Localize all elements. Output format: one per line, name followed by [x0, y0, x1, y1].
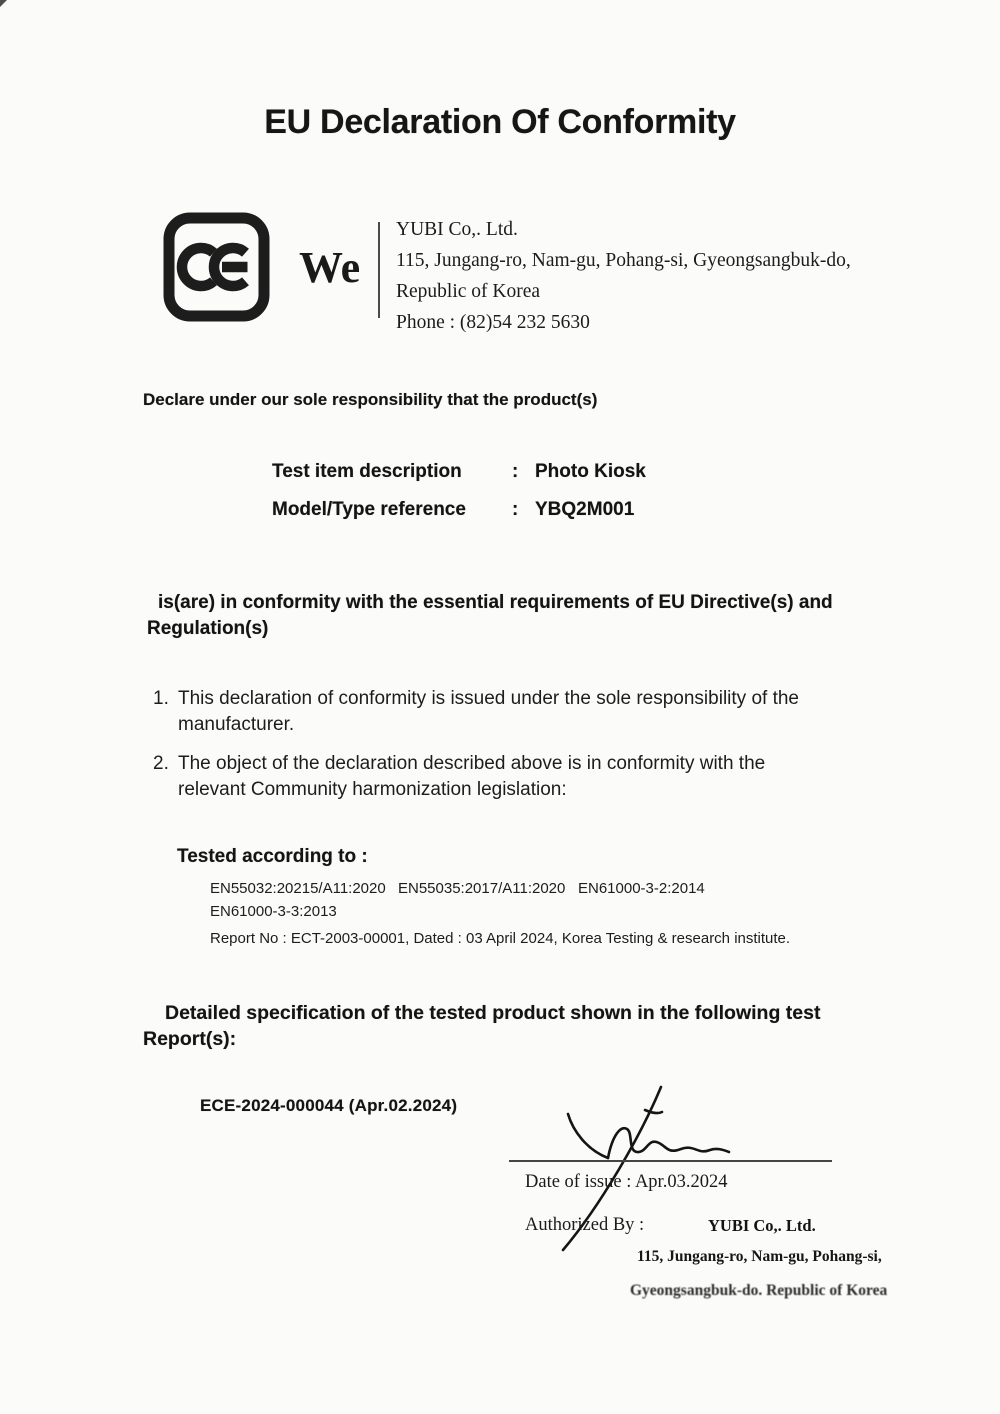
conformity-line2: Regulation(s) [147, 617, 269, 639]
scan-artifact [0, 0, 7, 7]
test-report-line: Report No : ECT-2003-00001, Dated : 03 April 2024, Korea Testing & research institute. [210, 930, 791, 947]
page-title: EU Declaration Of Conformity [264, 103, 736, 141]
clause-2-line1: The object of the declaration described above is in conformity with the [178, 753, 766, 774]
detailed-spec-line2: Report(s): [143, 1028, 237, 1050]
field-label: Test item description [272, 461, 462, 482]
test-report-reference: ECE-2024-000044 (Apr.02.2024) [200, 1096, 458, 1115]
conformity-statement [147, 590, 927, 641]
company-info-block [396, 214, 916, 338]
we-label: We [299, 243, 361, 292]
standard-en55035: EN55035:2017/A11:2020 [398, 880, 566, 897]
clause-2-line2: relevant Community harmonization legislation: [178, 779, 567, 800]
clause-2-text [178, 751, 938, 803]
field-colon: : [512, 461, 519, 482]
detailed-spec-line1: Detailed specification of the tested product shown in the following test [165, 1002, 821, 1024]
product-fields [272, 460, 772, 520]
clause-1-text [178, 686, 938, 738]
authorized-company-address1: 115, Jungang-ro, Nam-gu, Pohang-si, [637, 1248, 882, 1265]
clause-1-number: 1. [153, 688, 169, 709]
ce-mark-icon [163, 212, 270, 322]
header-divider [378, 222, 380, 318]
detailed-spec-heading [143, 1000, 923, 1052]
field-model-type [272, 498, 772, 522]
authorized-company-address2: Gyeongsangbuk-do. Republic of Korea [630, 1282, 888, 1299]
clause-2-number: 2. [153, 753, 169, 774]
field-value: Photo Kiosk [535, 461, 646, 482]
clause-1-line2: manufacturer. [178, 714, 295, 735]
authorized-company-name: YUBI Co,. Ltd. [708, 1216, 816, 1235]
company-address-line2: Republic of Korea [396, 281, 541, 302]
company-address-line1: 115, Jungang-ro, Nam-gu, Pohang-si, Gyeongsangbuk-do, [396, 250, 851, 271]
standard-en61000-3-2: EN61000-3-2:2014 [578, 880, 705, 897]
field-value: YBQ2M001 [535, 499, 635, 520]
company-name: YUBI Co,. Ltd. [396, 219, 518, 240]
tested-according-heading: Tested according to : [177, 846, 368, 867]
field-test-item [272, 460, 772, 484]
clause-1-line1: This declaration of conformity is issued under the sole responsibility of the [178, 688, 799, 709]
signature-line [509, 1160, 832, 1162]
authorized-by-label: Authorized By : [525, 1215, 645, 1235]
field-colon: : [512, 499, 519, 520]
conformity-line1: is(are) in conformity with the essential requirements of EU Directive(s) and [158, 592, 833, 613]
declaration-intro: Declare under our sole responsibility that the product(s) [143, 390, 598, 409]
standard-en61000-3-3: EN61000-3-3:2013 [210, 903, 337, 920]
company-phone: Phone : (82)54 232 5630 [396, 312, 590, 333]
standard-en55032: EN55032:20215/A11:2020 [210, 880, 386, 897]
date-of-issue: Date of issue : Apr.03.2024 [525, 1172, 728, 1192]
field-label: Model/Type reference [272, 499, 466, 520]
